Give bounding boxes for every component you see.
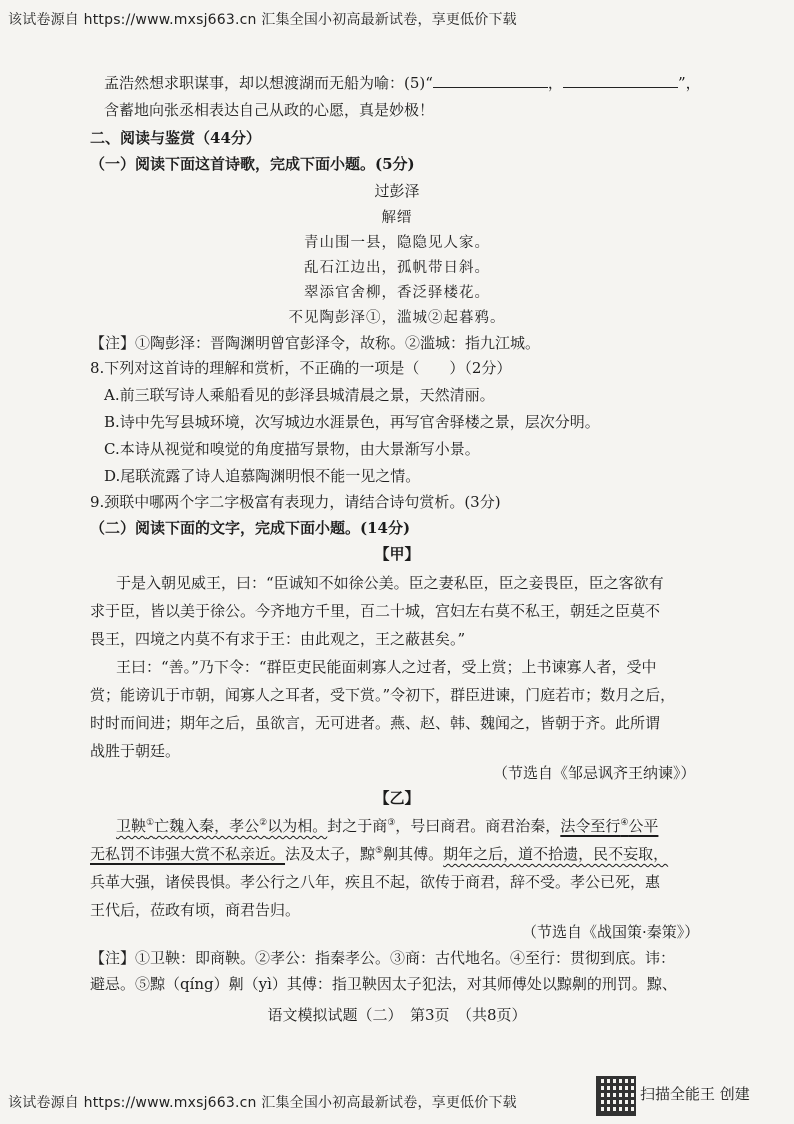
passage-yi-source: （节选自《战国策·秦策》） [522,923,700,941]
passage-jia-line: 时时而间进；期年之后，虽欲言，无可进者。燕、赵、韩、魏闻之，皆朝于齐。此所谓 [90,714,661,732]
passage-jia-heading: 【甲】 [374,545,420,563]
intro-comma: ， [547,74,563,92]
passage-jia-line: 于是入朝见威王，曰：“臣诚知不如徐公美。臣之妻私臣，臣之妾畏臣，臣之客欲有 [116,574,664,592]
question-8-option-b[interactable]: B.诗中先写县城环境，次写城边水涯景色，再写官舍驿楼之景，层次分明。 [104,413,600,431]
scanner-watermark: 扫描全能王 创建 [640,1085,750,1103]
intro-line-1 [104,72,701,93]
passage-jia-line: 王曰：“善。”乃下令：“群臣吏民能面刺寡人之过者，受上赏；上书谏寡人者，受中 [116,658,657,676]
passage-yi-line-3: 兵革大强，诸侯畏惧。孝公行之八年，疾且不起，欲传于商君，辞不受。孝公已死，惠 [90,873,661,891]
underlined-text [560,817,658,835]
top-source-banner: 该试卷源自 https://www.mxsj663.cn 汇集全国小初高最新试卷，享更低价下载 [8,12,517,28]
text-fragment: 卫鞅 [116,817,147,835]
part-1-heading: （一）阅读下面这首诗歌，完成下面小题。(5分) [90,155,415,173]
answer-blank-2[interactable] [563,73,678,88]
text-fragment: 亡魏入秦，孝公 [154,817,260,835]
text-fragment: 法及太子，黥 [285,845,376,863]
intro-close-quote: ”， [677,74,701,92]
question-8-option-d[interactable]: D.尾联流露了诗人追慕陶渊明恨不能一见之情。 [104,467,421,485]
footnote-mark: ② [259,818,268,828]
answer-blank-1[interactable] [433,73,548,88]
poem-line-4: 不见陶彭泽①，滥城②起暮鸦。 [288,310,506,326]
underlined-text: 无私罚不讳强大赏不私亲近。 [90,845,286,863]
footnote-mark: ③ [387,818,396,828]
intro-line-2: 含蓄地向张丞相表达自己从政的心愿，真是妙极！ [104,101,435,119]
text-fragment: 法令至行 [560,817,621,835]
footnote-mark: ① [146,818,155,828]
bottom-source-banner: 该试卷源自 https://www.mxsj663.cn 汇集全国小初高最新试卷，享更低价下载 [8,1095,517,1111]
poem-line-3: 翠添官舍柳，香泛驿楼花。 [304,285,490,301]
text-fragment: 封之于商 [327,817,388,835]
passage-yi-line-1 [116,815,658,836]
passage-jia-line: 畏王，四境之内莫不有求于王：由此观之，王之蔽甚矣。” [90,630,466,648]
text-fragment: 公平 [628,817,659,835]
question-8-option-c[interactable]: C.本诗从视觉和嗅觉的角度描写景物，由大景渐写小景。 [104,440,480,458]
text-fragment: 劓其傅。 [383,845,444,863]
qr-code-icon [596,1076,636,1116]
passage-yi-line-2 [90,843,668,864]
footnote-mark: ④ [620,818,629,828]
passage-yi-note-1: 【注】①卫鞅：即商鞅。②孝公：指秦孝公。③商：古代地名。④至行：贯彻到底。讳： [90,949,676,967]
text-fragment: 以为相。 [267,817,328,835]
passage-yi-note-2: 避忌。⑤黥（qíng）劓（yì）其傅：指卫鞅因太子犯法，对其师傅处以黥劓的刑罚。黥、 [90,975,677,993]
passage-jia-source: （节选自《邹忌讽齐王纳谏》） [493,764,696,782]
question-8-option-a[interactable]: A.前三联写诗人乘船看见的彭泽县城清晨之景，天然清丽。 [104,386,495,404]
poem-title: 过彭泽 [374,182,420,200]
passage-jia-line: 求于臣，皆以美于徐公。今齐地方千里，百二十城，宫妇左右莫不私王，朝廷之臣莫不 [90,602,661,620]
question-9: 9.颈联中哪两个字二字极富有表现力，请结合诗句赏析。(3分) [90,493,501,511]
passage-jia-line: 赏；能谤讥于市朝，闻寡人之耳者，受下赏。”令初下，群臣进谏，门庭若市；数月之后， [90,686,676,704]
text-fragment: ，号曰商君。商君治秦， [395,817,561,835]
underlined-text [116,817,327,835]
footnote-mark: ⑤ [375,846,384,856]
passage-jia-line: 战胜于朝廷。 [90,742,181,760]
part-2-heading: （二）阅读下面的文字，完成下面小题。(14分) [90,519,411,537]
section-2-heading: 二、阅读与鉴赏（44分） [90,129,261,147]
underlined-text: 期年之后，道不拾遗，民不妄取， [443,845,669,863]
poem-line-2: 乱石江边出，孤帆带日斜。 [304,260,490,276]
page-footer: 语文模拟试题（二） 第3页 （共8页） [267,1006,527,1024]
passage-yi-heading: 【乙】 [374,789,420,807]
intro-line-1-text: 孟浩然想求职谋事，却以想渡湖而无船为喻：(5)“ [104,74,433,92]
poem-line-1: 青山围一县，隐隐见人家。 [304,235,490,251]
question-8-stem: 8.下列对这首诗的理解和赏析，不正确的一项是（ ）（2分） [90,359,512,377]
poem-note: 【注】①陶彭泽：晋陶渊明曾官彭泽令，故称。②滥城：指九江城。 [90,334,541,352]
poem-author: 解缙 [381,210,413,226]
passage-yi-line-4: 王代后，莅政有顷，商君告归。 [90,901,301,919]
